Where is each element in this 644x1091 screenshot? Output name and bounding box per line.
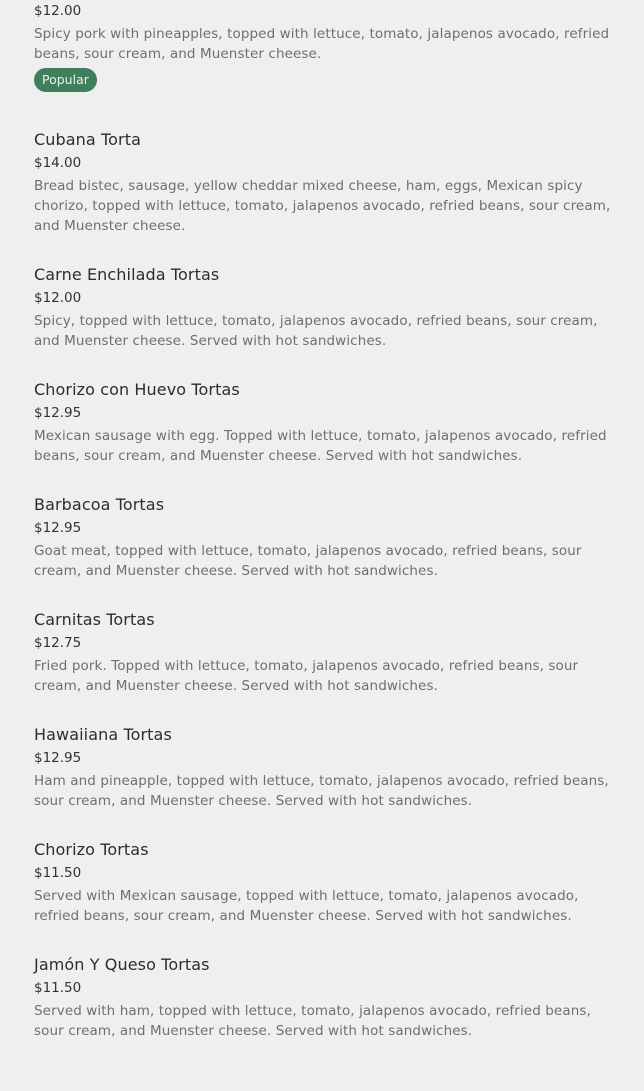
item-name: Carne Enchilada Tortas (34, 265, 220, 284)
menu-item[interactable] (34, 130, 614, 236)
item-price: $12.00 (34, 3, 82, 19)
item-price: $11.50 (34, 865, 82, 881)
item-price: $11.50 (34, 980, 82, 996)
item-description: Bread bistec, sausage, yellow cheddar mixed cheese, ham, eggs, Mexican spicy chorizo, topped with lettuce, tomato, jalapenos avocado, refried beans, sour cream, and Muenster cheese. (34, 178, 611, 234)
item-description: Ham and pineapple, topped with lettuce, tomato, jalapenos avocado, refried beans, sour cream, and Muenster cheese. Served with hot sandwiches. (34, 773, 609, 809)
menu-item[interactable] (34, 840, 614, 926)
menu-item[interactable] (34, 495, 614, 581)
item-price: $12.95 (34, 405, 82, 421)
item-name: Jamón Y Queso Tortas (34, 955, 210, 974)
menu-item[interactable] (34, 0, 614, 92)
item-description: Spicy pork with pineapples, topped with lettuce, tomato, jalapenos avocado, refried beans, sour cream, and Muenster cheese. (34, 26, 610, 62)
item-name: Chorizo con Huevo Tortas (34, 380, 240, 399)
item-price: $12.00 (34, 290, 82, 306)
item-price: $12.95 (34, 520, 82, 536)
menu-item[interactable] (34, 265, 614, 351)
item-description: Served with Mexican sausage, topped with lettuce, tomato, jalapenos avocado, refried beans, sour cream, and Muenster cheese. Served with hot sandwiches. (34, 888, 579, 924)
menu-item[interactable] (34, 725, 614, 811)
menu-item[interactable] (34, 955, 614, 1041)
item-description: Served with ham, topped with lettuce, tomato, jalapenos avocado, refried beans, sour cream, and Muenster cheese. Served with hot sandwiches. (34, 1003, 591, 1039)
item-price: $14.00 (34, 155, 82, 171)
item-description: Fried pork. Topped with lettuce, tomato, jalapenos avocado, refried beans, sour cream, and Muenster cheese. Served with hot sandwiches. (34, 658, 579, 694)
item-description: Goat meat, topped with lettuce, tomato, jalapenos avocado, refried beans, sour cream, and Muenster cheese. Served with hot sandwiches. (34, 543, 582, 579)
menu-item[interactable] (34, 610, 614, 696)
item-name: Hawaiiana Tortas (34, 725, 172, 744)
menu-item[interactable] (34, 380, 614, 466)
item-name: Carnitas Tortas (34, 610, 155, 629)
item-name: Cubana Torta (34, 130, 142, 149)
item-description: Mexican sausage with egg. Topped with lettuce, tomato, jalapenos avocado, refried beans, sour cream, and Muenster cheese. Served with hot sandwiches. (34, 428, 607, 464)
item-name: Chorizo Tortas (34, 840, 149, 859)
item-name: Barbacoa Tortas (34, 495, 165, 514)
popular-badge: Popular (34, 68, 97, 92)
item-price: $12.95 (34, 750, 82, 766)
item-description: Spicy, topped with lettuce, tomato, jalapenos avocado, refried beans, sour cream, and Muenster cheese. Served with hot sandwiches. (34, 313, 598, 349)
item-price: $12.75 (34, 635, 82, 651)
